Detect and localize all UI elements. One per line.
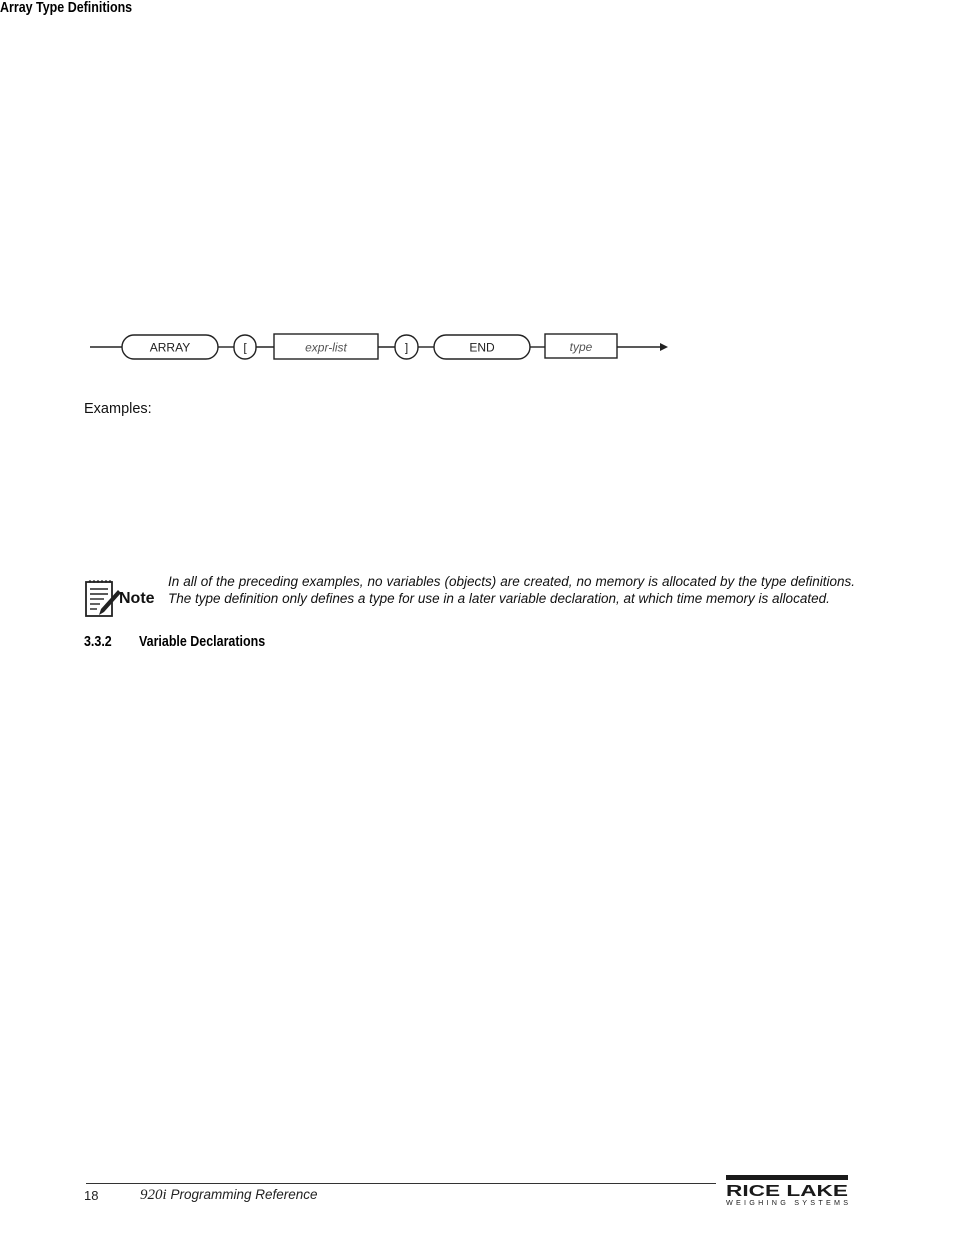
open-bracket: [ xyxy=(243,340,247,355)
note-label: Note xyxy=(119,590,155,607)
logo-wordmark: RICE LAKE xyxy=(726,1183,849,1200)
note-icon xyxy=(84,578,160,620)
model-name: 920i xyxy=(140,1187,167,1203)
title-text: Programming Reference xyxy=(170,1187,318,1202)
examples-label: Examples: xyxy=(84,401,152,417)
array-keyword: ARRAY xyxy=(149,340,191,355)
page-number: 18 xyxy=(84,1188,99,1203)
logo-tagline: WEIGHING SYSTEMS xyxy=(726,1198,848,1207)
arrow-head-icon xyxy=(660,343,668,351)
expr-list: expr-list xyxy=(305,340,347,355)
document-title xyxy=(140,1187,318,1204)
close-bracket: ] xyxy=(404,340,409,355)
section-number: 3.3.2 xyxy=(84,634,112,650)
footer-rule xyxy=(86,1183,716,1184)
array-type-heading: Array Type Definitions xyxy=(0,0,133,16)
rice-lake-logo xyxy=(722,1174,854,1208)
note-text: In all of the preceding examples, no variables (objects) are created, no memory is allocated by the type definitions. The type definition only defines a type for use in a later variable declaration, at which time memory is allocated. xyxy=(168,574,855,606)
array-syntax-diagram xyxy=(88,326,678,370)
section-title: Variable Declarations xyxy=(139,634,266,650)
type-label: type xyxy=(569,340,593,354)
end-keyword: END xyxy=(469,340,495,355)
